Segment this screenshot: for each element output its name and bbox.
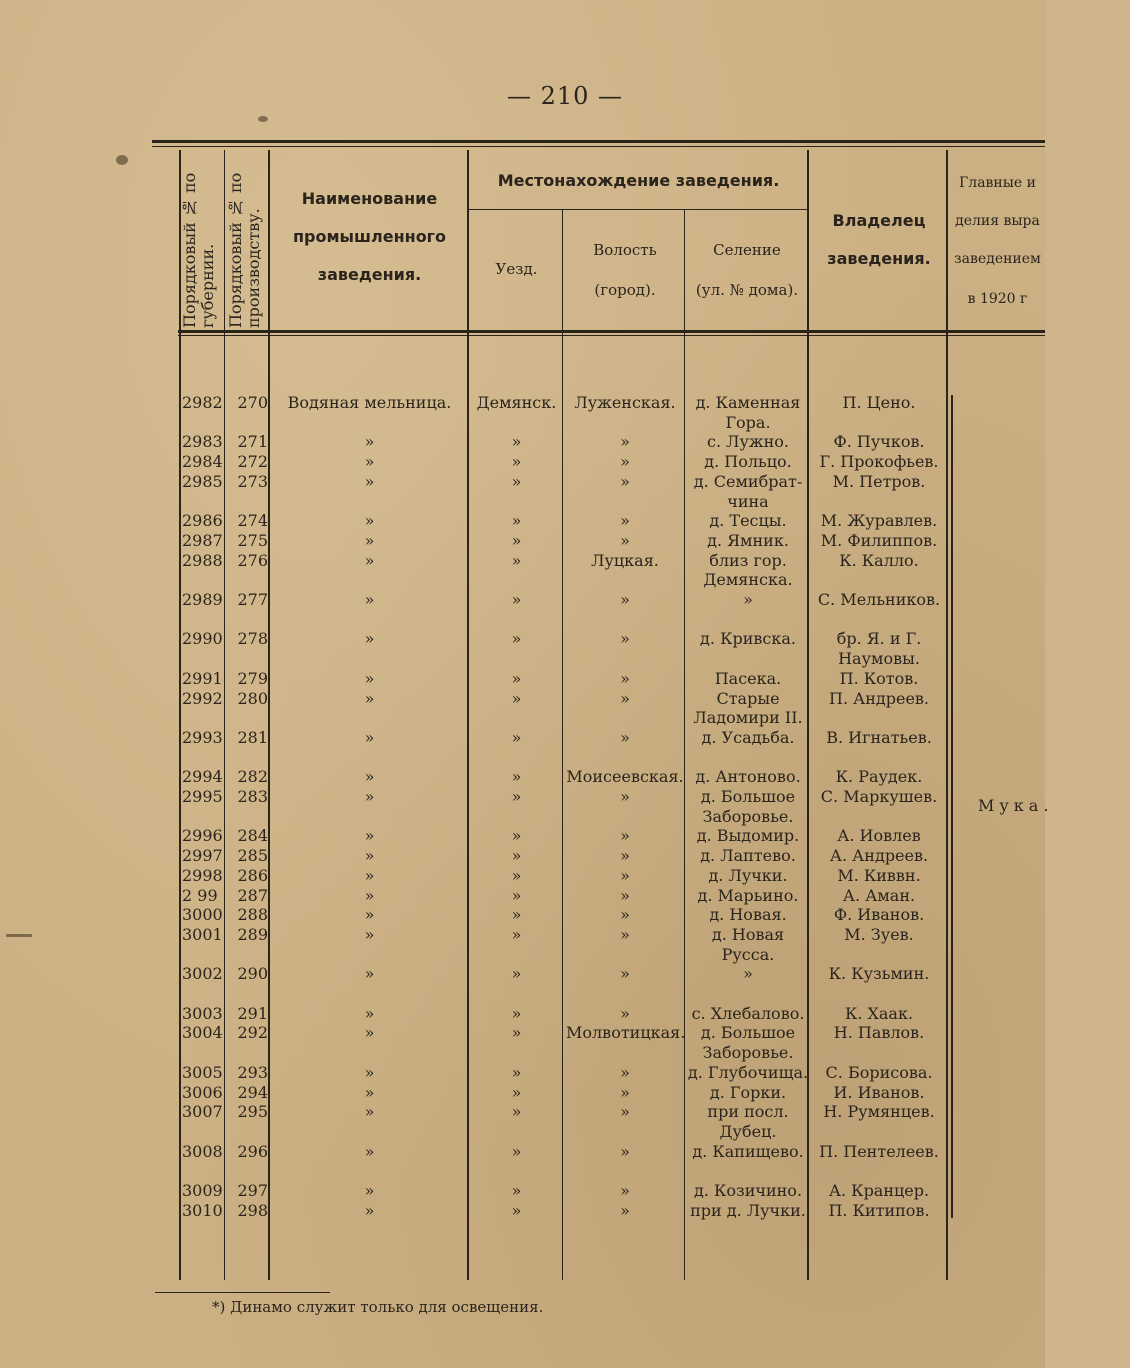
header-products-3: заведением — [954, 251, 1041, 267]
cell-enterprise-name: » — [364, 1003, 375, 1023]
table-row — [0, 1142, 1045, 1162]
table-row — [0, 669, 1045, 689]
cell-village: д. Ямник. — [707, 530, 789, 550]
cell-owner: П. Котов. — [839, 668, 919, 688]
header-location: Местонахождение заведения. — [497, 171, 780, 190]
cell-volost: » — [620, 1102, 630, 1122]
cell-enterprise-name: » — [364, 530, 375, 550]
table-row — [0, 1201, 1045, 1221]
table-row — [0, 1102, 1045, 1122]
cell-uezd: » — [511, 924, 522, 944]
cell-order-no-production: 276 — [237, 550, 268, 570]
table-row — [0, 432, 1045, 452]
cell-village: д. Козичино. — [693, 1181, 803, 1200]
cell-order-no-province: 2990 — [182, 629, 223, 649]
table-row — [0, 708, 1045, 728]
cell-order-no-production: 283 — [237, 787, 268, 806]
cell-enterprise-name: » — [364, 688, 375, 708]
cell-volost: Моисеевская. — [566, 767, 684, 787]
cell-owner: И. Иванов. — [833, 1082, 925, 1102]
cell-enterprise-name: » — [364, 1082, 375, 1102]
cell-village: д. Глубочища. — [687, 1062, 809, 1082]
cell-village: при д. Лучки. — [690, 1200, 806, 1220]
table-row — [0, 1083, 1045, 1103]
cell-order-no-production: 298 — [237, 1200, 268, 1220]
cell-village: д. Антоново. — [695, 767, 801, 787]
products-brace — [951, 395, 961, 1218]
header-owner: Владелец — [832, 211, 926, 230]
cell-volost: » — [620, 471, 630, 491]
cell-enterprise-name: » — [364, 668, 375, 688]
cell-order-no-province: 2992 — [182, 688, 223, 708]
cell-order-no-production: 271 — [237, 432, 268, 452]
cell-volost: » — [620, 865, 630, 885]
cell-volost: » — [620, 905, 630, 925]
cell-owner: бр. Я. и Г. — [836, 629, 922, 649]
cell-village: д. Семибрат- — [693, 471, 803, 491]
cell-uezd: » — [511, 1181, 522, 1200]
cell-enterprise-name: » — [364, 787, 375, 806]
cell-uezd: » — [511, 590, 522, 609]
header-selenie-sub: (ул. № дома). — [695, 281, 799, 299]
cell-order-no-province: 3009 — [182, 1181, 223, 1200]
cell-uezd: » — [511, 550, 522, 570]
table-row — [0, 649, 1045, 669]
cell-order-no-province: 2988 — [182, 550, 223, 570]
cell-order-no-production: 285 — [237, 846, 268, 866]
cell-village: Дубец. — [719, 1121, 777, 1141]
cell-volost: » — [620, 727, 630, 747]
cell-order-no-production: 292 — [237, 1023, 268, 1043]
cell-order-no-production: 278 — [237, 629, 268, 649]
cell-owner: С. Маркушев. — [820, 787, 938, 806]
cell-uezd: » — [511, 1003, 522, 1023]
cell-volost: » — [620, 1181, 630, 1200]
cell-order-no-production: 297 — [237, 1181, 268, 1200]
cell-enterprise-name: » — [364, 865, 375, 885]
cell-enterprise-name: Водяная мельница. — [287, 393, 452, 412]
table-row — [0, 925, 1045, 945]
cell-village: д. Новая. — [709, 905, 787, 925]
cell-village: Демянска. — [703, 570, 793, 590]
table-row — [0, 1023, 1045, 1043]
table-row — [0, 531, 1045, 551]
cell-enterprise-name: » — [364, 885, 375, 905]
cell-owner: М. Киввн. — [837, 865, 921, 885]
table-row — [0, 787, 1045, 807]
cell-order-no-production: 277 — [237, 590, 268, 609]
cell-order-no-province: 3007 — [182, 1102, 223, 1122]
table-row — [0, 492, 1045, 512]
header-uezd: Уезд. — [495, 260, 538, 278]
cell-order-no-province: 2997 — [182, 846, 223, 866]
cell-owner: Ф. Пучков. — [833, 432, 925, 452]
cell-order-no-province: 3002 — [182, 964, 223, 984]
table-row — [0, 728, 1045, 748]
cell-order-no-province: 3006 — [182, 1082, 223, 1102]
header-volost-sub: (город). — [594, 281, 656, 299]
cell-order-no-province: 2993 — [182, 727, 223, 747]
cell-order-no-production: 272 — [237, 452, 268, 472]
product-label: Мука. — [978, 796, 1054, 815]
table-row — [0, 1004, 1045, 1024]
table-row — [0, 1063, 1045, 1083]
table-row — [0, 1122, 1045, 1142]
cell-owner: П. Китипов. — [828, 1200, 930, 1220]
cell-order-no-production: 279 — [237, 668, 268, 688]
cell-uezd: » — [511, 767, 522, 787]
cell-uezd: » — [511, 629, 522, 649]
cell-volost: » — [620, 432, 630, 452]
cell-enterprise-name: » — [364, 846, 375, 866]
cell-village: с. Лужно. — [707, 432, 789, 452]
cell-order-no-production: 289 — [237, 924, 268, 944]
header-products-1: Главные и — [959, 175, 1036, 191]
cell-volost: » — [620, 846, 630, 866]
cell-order-no-production: 286 — [237, 865, 268, 885]
cell-uezd: » — [511, 452, 522, 472]
cell-enterprise-name: » — [364, 590, 375, 609]
ink-stain — [116, 155, 128, 165]
header-owner-sub: заведения. — [827, 249, 931, 268]
cell-village: д. Горки. — [709, 1082, 787, 1102]
cell-uezd: Демянск. — [476, 393, 557, 412]
cell-volost: Луцкая. — [591, 550, 659, 570]
cell-order-no-production: 288 — [237, 905, 268, 925]
cell-owner: С. Мельников. — [817, 590, 941, 609]
cell-uezd: » — [511, 1200, 522, 1220]
cell-uezd: » — [511, 1082, 522, 1102]
cell-owner: К. Хаак. — [844, 1003, 914, 1023]
cell-order-no-production: 273 — [237, 471, 268, 491]
cell-uezd: » — [511, 865, 522, 885]
cell-owner: С. Борисова. — [825, 1062, 933, 1082]
cell-order-no-province: 2995 — [182, 787, 223, 806]
cell-owner: А. Андреев. — [829, 846, 929, 866]
cell-village: при посл. — [707, 1102, 789, 1122]
cell-order-no-production: 281 — [237, 727, 268, 747]
cell-order-no-province: 3001 — [182, 924, 223, 944]
cell-owner: Н. Румянцев. — [823, 1102, 935, 1122]
header-products-4: в 1920 г — [967, 291, 1028, 307]
cell-village: Русса. — [721, 944, 775, 964]
table-row — [0, 984, 1045, 1004]
cell-uezd: » — [511, 964, 522, 984]
cell-uezd: » — [511, 668, 522, 688]
table-row — [0, 826, 1045, 846]
cell-village: д. Усадьба. — [701, 727, 795, 747]
cell-enterprise-name: » — [364, 629, 375, 649]
cell-owner: П. Цено. — [842, 393, 916, 412]
cell-volost: Луженская. — [574, 393, 676, 412]
cell-enterprise-name: » — [364, 452, 375, 472]
table-row — [0, 866, 1045, 886]
cell-enterprise-name: » — [364, 905, 375, 925]
header-volost: Волость — [593, 241, 657, 259]
header-products-2: делия выра — [955, 213, 1040, 229]
cell-village: д. Польцо. — [704, 452, 792, 472]
cell-order-no-production: 284 — [237, 826, 268, 846]
cell-enterprise-name: » — [364, 964, 375, 984]
cell-order-no-province: 2982 — [182, 393, 223, 412]
cell-volost: » — [620, 688, 630, 708]
cell-order-no-province: 3008 — [182, 1141, 223, 1161]
cell-order-no-province: 2991 — [182, 668, 223, 688]
cell-volost: Молвотицкая. — [566, 1023, 686, 1043]
table-row — [0, 590, 1045, 610]
cell-enterprise-name: » — [364, 511, 375, 531]
cell-village: » — [743, 590, 753, 609]
cell-order-no-province: 2989 — [182, 590, 223, 609]
cell-owner: П. Пентелеев. — [819, 1141, 939, 1161]
cell-enterprise-name: » — [364, 432, 375, 452]
header-order-no-province: Порядковый № по губернии. — [180, 172, 217, 328]
cell-enterprise-name: » — [364, 1023, 375, 1043]
location-subheader-rule — [468, 209, 807, 210]
cell-volost: » — [620, 629, 630, 649]
table-row — [0, 511, 1045, 531]
cell-volost: » — [620, 885, 630, 905]
cell-order-no-production: 270 — [237, 393, 268, 412]
cell-owner: К. Кузьмин. — [828, 964, 930, 984]
cell-enterprise-name: » — [364, 1062, 375, 1082]
header-order-no-production: Порядковый № по производству. — [226, 172, 263, 328]
header-enterprise-name: Наименование промышленного заведения. — [292, 189, 447, 284]
cell-volost: » — [620, 787, 630, 806]
cell-village: д. Лаптево. — [700, 846, 796, 866]
table-row — [0, 689, 1045, 709]
cell-uezd: » — [511, 1102, 522, 1122]
cell-order-no-province: 2986 — [182, 511, 223, 531]
cell-village: Гора. — [725, 412, 771, 432]
cell-uezd: » — [511, 727, 522, 747]
ink-stain — [258, 116, 268, 122]
header-selenie: Селение — [713, 241, 781, 259]
cell-volost: » — [620, 826, 630, 846]
cell-uezd: » — [511, 905, 522, 925]
cell-volost: » — [620, 1200, 630, 1220]
cell-village: д. Каменная — [695, 393, 801, 412]
cell-order-no-province: 2996 — [182, 826, 223, 846]
cell-uezd: » — [511, 826, 522, 846]
cell-owner: К. Калло. — [839, 550, 919, 570]
cell-owner: Ф. Иванов. — [833, 905, 925, 925]
cell-enterprise-name: » — [364, 826, 375, 846]
table-row — [0, 452, 1045, 472]
cell-order-no-province: 2987 — [182, 530, 223, 550]
cell-uezd: » — [511, 885, 522, 905]
cell-order-no-production: 280 — [237, 688, 268, 708]
cell-owner: М. Петров. — [832, 471, 926, 491]
cell-owner: М. Журавлев. — [820, 511, 938, 531]
cell-order-no-province: 3003 — [182, 1003, 223, 1023]
cell-uezd: » — [511, 846, 522, 866]
table-row — [0, 610, 1045, 630]
cell-volost: » — [620, 511, 630, 531]
cell-uezd: » — [511, 471, 522, 491]
cell-owner: А. Кранцер. — [828, 1181, 930, 1200]
table-row — [0, 472, 1045, 492]
footnote-rule — [155, 1292, 330, 1293]
cell-uezd: » — [511, 432, 522, 452]
cell-owner: Наумовы. — [838, 649, 920, 669]
cell-uezd: » — [511, 1023, 522, 1043]
cell-village: д. Лучки. — [708, 865, 788, 885]
table-row — [0, 1181, 1045, 1201]
cell-village: Заборовье. — [702, 806, 794, 826]
cell-uezd: » — [511, 530, 522, 550]
cell-village: с. Хлебалово. — [691, 1003, 805, 1023]
table-row — [0, 945, 1045, 965]
cell-order-no-province: 2985 — [182, 471, 223, 491]
cell-order-no-production: 295 — [237, 1102, 268, 1122]
cell-order-no-production: 296 — [237, 1141, 268, 1161]
cell-enterprise-name: » — [364, 924, 375, 944]
cell-order-no-province: 2 99 — [182, 885, 218, 905]
table-row — [0, 551, 1045, 571]
cell-volost: » — [620, 1062, 630, 1082]
page-number: — 210 — — [506, 82, 624, 110]
cell-owner: В. Игнатьев. — [826, 727, 932, 747]
cell-village: д. Капищево. — [692, 1141, 804, 1161]
cell-order-no-province: 2998 — [182, 865, 223, 885]
cell-enterprise-name: » — [364, 471, 375, 491]
table-row — [0, 570, 1045, 590]
table-row — [0, 748, 1045, 768]
cell-enterprise-name: » — [364, 1200, 375, 1220]
cell-order-no-production: 282 — [237, 767, 268, 787]
cell-owner: А. Иовлев — [837, 826, 921, 846]
cell-volost: » — [620, 668, 630, 688]
table-row — [0, 393, 1045, 413]
cell-volost: » — [620, 1082, 630, 1102]
cell-village: Ладомири II. — [693, 708, 803, 728]
cell-volost: » — [620, 964, 630, 984]
cell-uezd: » — [511, 787, 522, 806]
footnote: *) Динамо служит только для освещения. — [212, 1298, 544, 1316]
cell-volost: » — [620, 1003, 630, 1023]
cell-owner: К. Раудек. — [835, 767, 923, 787]
cell-enterprise-name: » — [364, 1102, 375, 1122]
cell-village: д. Кривска. — [700, 629, 796, 649]
cell-order-no-province: 3004 — [182, 1023, 223, 1043]
cell-order-no-production: 287 — [237, 885, 268, 905]
cell-uezd: » — [511, 1141, 522, 1161]
cell-order-no-production: 294 — [237, 1082, 268, 1102]
cell-village: Старые — [716, 688, 780, 708]
table-top-rule — [152, 140, 1045, 143]
cell-village: чина — [727, 491, 769, 511]
cell-order-no-province: 3000 — [182, 905, 223, 925]
table-header-rule — [178, 330, 1045, 333]
cell-owner: Г. Прокофьев. — [819, 452, 939, 472]
table-row — [0, 964, 1045, 984]
table-row — [0, 905, 1045, 925]
cell-uezd: » — [511, 1062, 522, 1082]
cell-village: д. Большое — [700, 1023, 796, 1043]
cell-village: близ гор. — [709, 550, 787, 570]
cell-village: д. Тесцы. — [709, 511, 787, 531]
table-row — [0, 807, 1045, 827]
table-header-rule-thin — [178, 335, 1045, 336]
cell-village: д. Марьино. — [697, 885, 799, 905]
cell-order-no-production: 274 — [237, 511, 268, 531]
cell-order-no-province: 2984 — [182, 452, 223, 472]
cell-order-no-production: 290 — [237, 964, 268, 984]
table-row — [0, 413, 1045, 433]
cell-order-no-production: 293 — [237, 1062, 268, 1082]
table-row — [0, 846, 1045, 866]
cell-order-no-province: 2994 — [182, 767, 223, 787]
cell-volost: » — [620, 1141, 630, 1161]
cell-village: д. Большое — [700, 787, 796, 806]
cell-enterprise-name: » — [364, 1181, 375, 1200]
cell-village: д. Выдомир. — [696, 826, 800, 846]
cell-volost: » — [620, 530, 630, 550]
cell-owner: М. Зуев. — [844, 924, 914, 944]
cell-uezd: » — [511, 511, 522, 531]
cell-owner: А. Аман. — [842, 885, 916, 905]
cell-village: д. Новая — [711, 924, 785, 944]
cell-village: » — [743, 964, 753, 984]
cell-owner: Н. Павлов. — [833, 1023, 925, 1043]
cell-order-no-province: 3005 — [182, 1062, 223, 1082]
cell-order-no-production: 291 — [237, 1003, 268, 1023]
cell-enterprise-name: » — [364, 767, 375, 787]
cell-volost: » — [620, 452, 630, 472]
cell-enterprise-name: » — [364, 1141, 375, 1161]
cell-volost: » — [620, 590, 630, 609]
cell-village: Заборовье. — [702, 1043, 794, 1063]
cell-enterprise-name: » — [364, 727, 375, 747]
cell-order-no-production: 275 — [237, 530, 268, 550]
cell-order-no-province: 2983 — [182, 432, 223, 452]
cell-uezd: » — [511, 688, 522, 708]
table-row — [0, 629, 1045, 649]
cell-enterprise-name: » — [364, 550, 375, 570]
table-row — [0, 886, 1045, 906]
table-row — [0, 1161, 1045, 1181]
table-row — [0, 767, 1045, 787]
cell-owner: П. Андреев. — [828, 688, 930, 708]
cell-volost: » — [620, 924, 630, 944]
table-top-rule-thin — [152, 146, 1045, 147]
cell-order-no-province: 3010 — [182, 1200, 223, 1220]
cell-owner: М. Филиппов. — [820, 530, 938, 550]
table-row — [0, 1043, 1045, 1063]
cell-village: Пасека. — [714, 668, 782, 688]
